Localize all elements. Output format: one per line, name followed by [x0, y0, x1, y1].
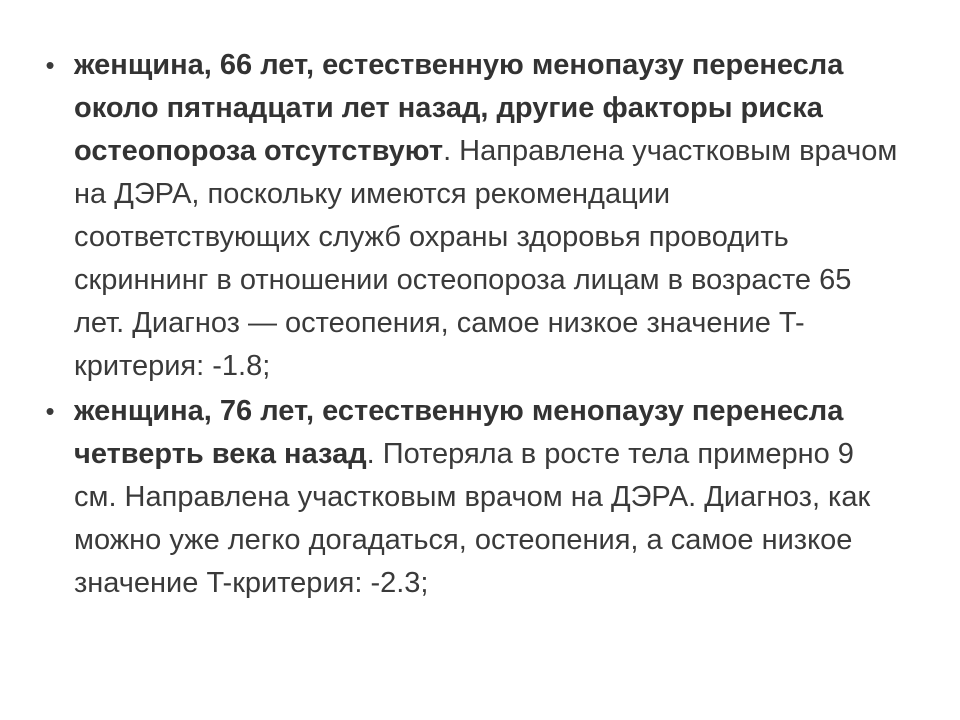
- bullet-1-text: . Направлена участковым врачом на ДЭРА, поскольку имеются рекомендации соответствующих служб охраны здоровья проводить скриннинг в отношении остеопороза лицам в возрасте 65 лет. Диагноз — остеопения, самое низкое значение T-критерия: -1.8;: [74, 135, 898, 382]
- bullet-1-bold-text: женщина, 66 лет, естественную менопаузу перенесла около пятнадцати лет назад, другие факторы риска остеопороза отсутствуют: [74, 49, 844, 167]
- bullet-item-2: [38, 390, 900, 605]
- bullet-icon: •: [45, 50, 55, 80]
- bullet-list: [38, 44, 900, 605]
- bullet-2-bold-text: женщина, 76 лет, естественную менопаузу перенесла четверть века назад: [74, 395, 844, 470]
- bullet-item-1: [38, 44, 900, 388]
- bullet-icon: •: [45, 396, 55, 426]
- bullet-2-text: . Потеряла в росте тела примерно 9 см. Направлена участковым врачом на ДЭРА. Диагноз, как можно уже легко догадаться, остеопения, а самое низкое значение T-критерия: -2.3;: [74, 438, 871, 599]
